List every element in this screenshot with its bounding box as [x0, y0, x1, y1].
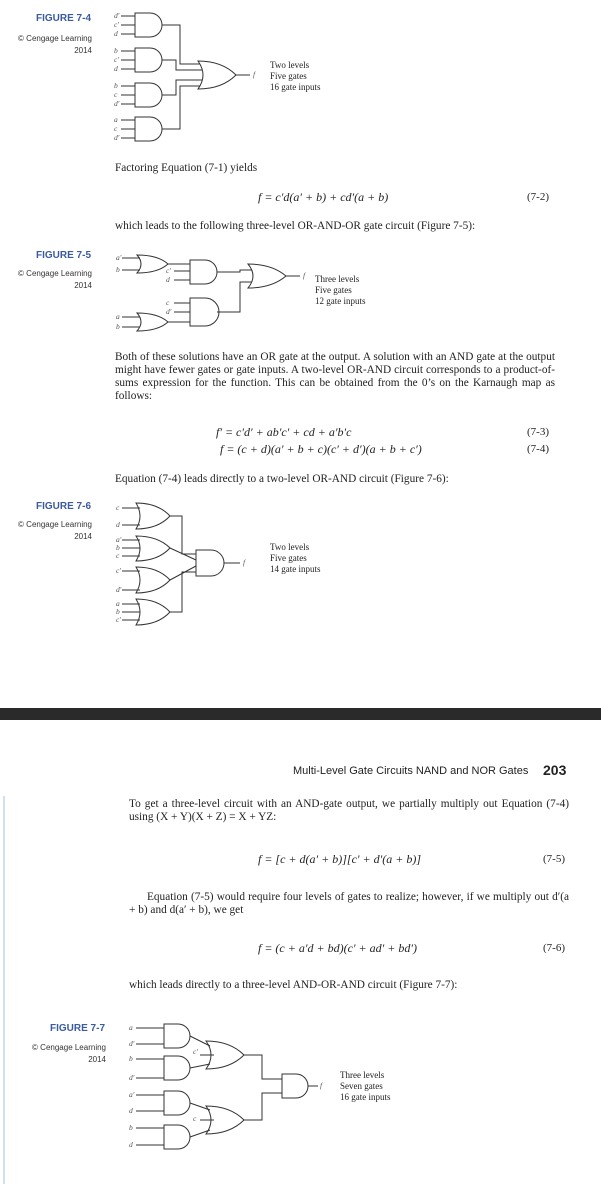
and-gate	[164, 1024, 190, 1048]
credit-year: 2014	[74, 532, 92, 541]
input-label: d	[129, 1106, 133, 1115]
note-levels: Three levels	[315, 274, 360, 284]
equation-7-4: f = (c + d)(a′ + b + c)(c′ + d′)(a + b + c′)	[220, 442, 422, 456]
input-label: b	[116, 265, 120, 274]
and-gate	[282, 1074, 308, 1098]
input-label: d′	[116, 585, 122, 594]
input-label: a	[116, 599, 120, 608]
para-eq-7-5: Equation (7-5) would require four levels of gates to realize; however, if we multiply out d′(a + b) and d(a′ + b), we get	[129, 891, 569, 916]
credit-line: © Cengage Learning	[18, 520, 92, 529]
running-head: Multi-Level Gate Circuits NAND and NOR Gates	[293, 765, 529, 777]
note-levels: Three levels	[340, 1070, 385, 1080]
input-label: b	[129, 1054, 133, 1063]
input-label: b	[114, 46, 118, 55]
equation-7-5: f = [c + d(a′ + b)][c′ + d′(a + b)]	[258, 852, 422, 866]
para-leads-7-5: which leads to the following three-level OR-AND-OR gate circuit (Figure 7-5):	[115, 220, 476, 232]
input-label: d	[129, 1140, 133, 1149]
credit-line: © Cengage Learning	[32, 1043, 106, 1052]
figure-7-7-notes	[340, 1070, 391, 1103]
note-gates: Five gates	[270, 553, 307, 563]
input-label: a′	[129, 1090, 135, 1099]
input-label: c	[166, 298, 170, 307]
input-label: c	[116, 503, 120, 512]
input-label: d′	[114, 133, 120, 142]
input-label: d	[114, 29, 118, 38]
equation-7-5-number: (7-5)	[543, 853, 565, 865]
input-label: d	[166, 275, 170, 284]
figure-7-4-label: FIGURE 7-4	[36, 13, 92, 24]
credit-year: 2014	[88, 1055, 106, 1064]
input-label: b	[114, 81, 118, 90]
input-label: c	[114, 124, 118, 133]
input-label: d′	[166, 307, 172, 316]
input-label: c′	[193, 1047, 198, 1056]
input-label: d′	[129, 1039, 135, 1048]
note-gates: Five gates	[270, 71, 307, 81]
credit-year: 2014	[74, 46, 92, 55]
input-label: a	[116, 312, 120, 321]
note-gates: Seven gates	[340, 1081, 383, 1091]
input-label: a′	[116, 535, 122, 544]
note-inputs: 16 gate inputs	[270, 82, 321, 92]
para-both-solutions: Both of these solutions have an OR gate at the output. A solution with an AND gate at the output might have fewer gates or gate inputs. A two-level OR-AND circuit corresponds to a product-of-sums expression for the function. This can be obtained from the 0’s on the Karnaugh map as follows:	[115, 351, 555, 402]
page-number: 203	[543, 762, 567, 778]
input-label: c	[114, 90, 118, 99]
input-label: d′	[114, 99, 120, 108]
input-label: d′	[129, 1073, 135, 1082]
input-label: c′	[114, 20, 119, 29]
figure-7-7-label: FIGURE 7-7	[50, 1023, 106, 1034]
input-label: c′	[116, 615, 121, 624]
note-levels: Two levels	[270, 60, 310, 70]
output-label: f	[303, 271, 306, 280]
equation-7-3: f′ = c′d′ + ab′c′ + cd + a′b′c	[216, 425, 352, 439]
and-gate	[164, 1091, 190, 1115]
equation-7-6: f = (c + a′d + bd)(c′ + ad′ + bd′)	[258, 941, 417, 955]
input-label: a	[114, 115, 118, 124]
para-eq-7-4: Equation (7-4) leads directly to a two-level OR-AND circuit (Figure 7-6):	[115, 473, 449, 485]
equation-7-2: f = c′d(a′ + b) + cd′(a + b)	[258, 190, 389, 204]
input-label: b	[116, 322, 120, 331]
output-label: f	[253, 70, 256, 79]
input-label: b	[129, 1123, 133, 1132]
output-label: f	[243, 558, 246, 567]
input-label: b	[116, 607, 120, 616]
credit-year: 2014	[74, 281, 92, 290]
figure-7-5-label: FIGURE 7-5	[36, 250, 92, 261]
para-three-level: To get a three-level circuit with an AND-gate output, we partially multiply out Equation (7-4) using (X + Y)(X + Z) = X + YZ:	[129, 798, 569, 823]
equation-7-2-number: (7-2)	[527, 191, 549, 203]
input-label: c′	[114, 55, 119, 64]
note-inputs: 14 gate inputs	[270, 564, 321, 574]
output-label: f	[320, 1081, 323, 1090]
credit-line: © Cengage Learning	[18, 269, 92, 278]
input-label: d	[114, 64, 118, 73]
input-label: a	[129, 1023, 133, 1032]
note-gates: Five gates	[315, 285, 352, 295]
input-label: b	[116, 543, 120, 552]
input-label: d′	[114, 11, 120, 20]
equation-7-4-number: (7-4)	[527, 443, 549, 455]
input-label: a′	[116, 253, 122, 262]
para-leads-7-7: which leads directly to a three-level AND-OR-AND circuit (Figure 7-7):	[129, 979, 458, 991]
para-factoring: Factoring Equation (7-1) yields	[115, 162, 258, 174]
input-label: c	[193, 1114, 197, 1123]
equation-7-3-number: (7-3)	[527, 426, 549, 438]
input-label: c	[116, 551, 120, 560]
and-gate	[164, 1056, 190, 1080]
credit-line: © Cengage Learning	[18, 34, 92, 43]
input-label: d	[116, 520, 120, 529]
input-label: c′	[166, 266, 171, 275]
and-gate	[164, 1125, 190, 1149]
equation-7-6-number: (7-6)	[543, 942, 565, 954]
note-inputs: 16 gate inputs	[340, 1092, 391, 1102]
figure-7-6-label: FIGURE 7-6	[36, 501, 92, 512]
note-levels: Two levels	[270, 542, 310, 552]
input-label: c′	[116, 566, 121, 575]
note-inputs: 12 gate inputs	[315, 296, 366, 306]
